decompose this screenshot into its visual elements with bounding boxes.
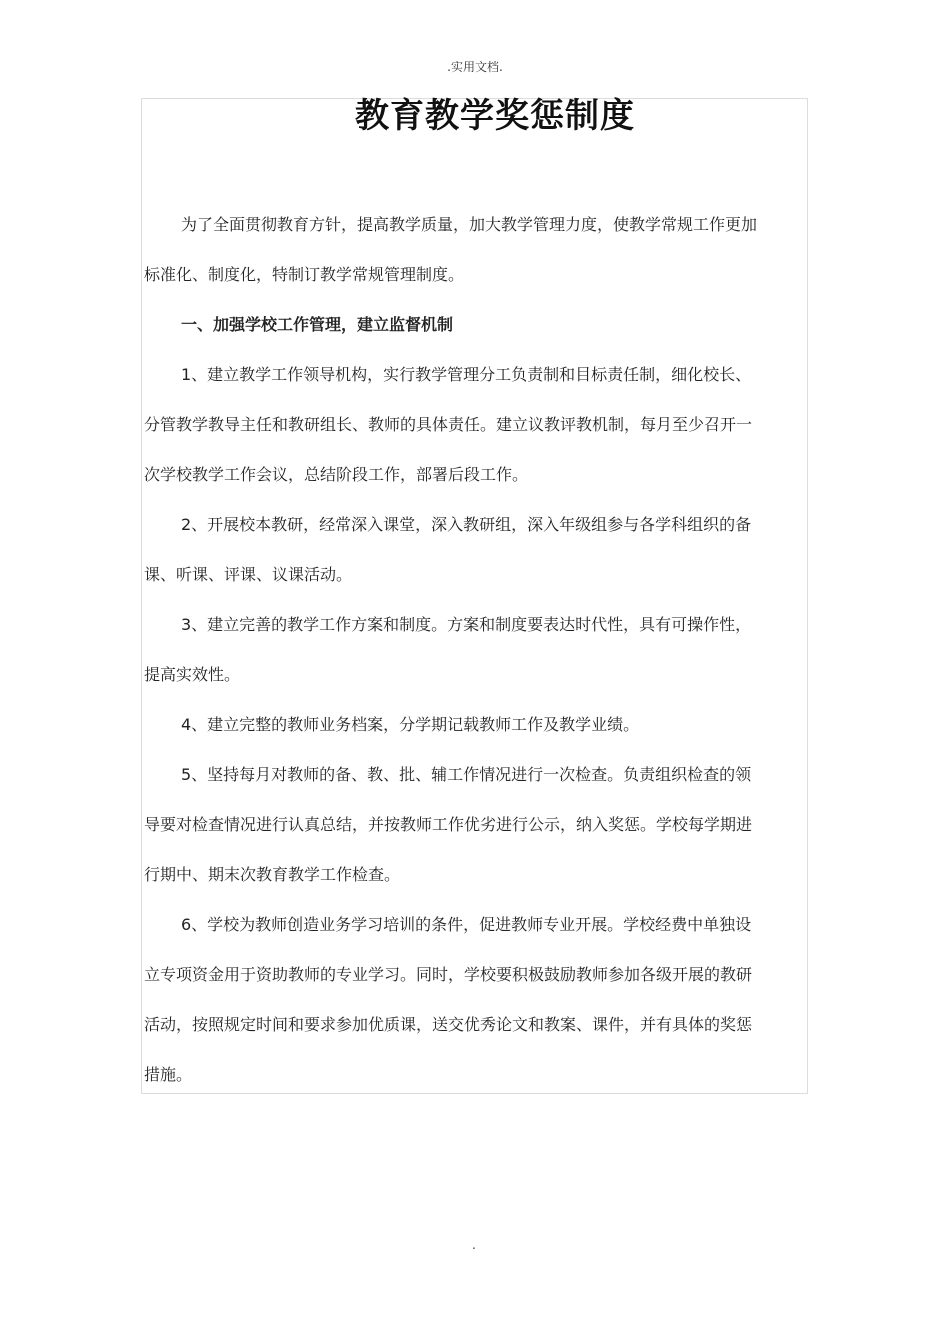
paragraph-line: 活动，按照规定时间和要求参加优质课，送交优秀论文和教案、课件，并有具体的奖惩 — [144, 1015, 753, 1034]
paragraph-line: 5、坚持每月对教师的备、教、批、辅工作情况进行一次检查。负责组织检查的领 — [181, 765, 752, 784]
paragraph-line: 导要对检查情况进行认真总结，并按教师工作优劣进行公示，纳入奖惩。学校每学期进 — [144, 815, 753, 834]
section-heading-line: 一、加强学校工作管理，建立监督机制 — [181, 315, 454, 334]
paragraph-line: 措施。 — [144, 1065, 193, 1084]
document-title: 教育教学奖惩制度 — [355, 96, 635, 136]
document-body — [144, 200, 814, 1100]
paragraph-line: 课、听课、评课、议课活动。 — [144, 565, 353, 584]
paragraph-line: 行期中、期末次教育教学工作检查。 — [144, 865, 401, 884]
paragraph-line: 6、学校为教师创造业务学习培训的条件，促进教师专业开展。学校经费中单独设 — [181, 915, 752, 934]
paragraph-line: 提高实效性。 — [144, 665, 241, 684]
paragraph-line: 标准化、制度化，特制订教学常规管理制度。 — [144, 265, 465, 284]
paragraph-line: 为了全面贯彻教育方针，提高教学质量，加大教学管理力度，使教学常规工作更加 — [181, 215, 758, 234]
paragraph-line: 分管教学教导主任和教研组长、教师的具体责任。建立议教评教机制，每月至少召开一 — [144, 415, 753, 434]
footer-mark: . — [472, 1238, 476, 1252]
header-note: .实用文档. — [447, 60, 503, 74]
paragraph-line: 1、建立教学工作领导机构，实行教学管理分工负责制和目标责任制，细化校长、 — [181, 365, 752, 384]
paragraph-line: 立专项资金用于资助教师的专业学习。同时，学校要积极鼓励教师参加各级开展的教研 — [144, 965, 753, 984]
paragraph-line: 2、开展校本教研，经常深入课堂，深入教研组，深入年级组参与各学科组织的备 — [181, 515, 752, 534]
paragraph-line: 3、建立完善的教学工作方案和制度。方案和制度要表达时代性，具有可操作性， — [181, 615, 752, 634]
paragraph-line: 次学校教学工作会议，总结阶段工作，部署后段工作。 — [144, 465, 529, 484]
paragraph-line: 4、建立完整的教师业务档案，分学期记载教师工作及教学业绩。 — [181, 715, 640, 734]
